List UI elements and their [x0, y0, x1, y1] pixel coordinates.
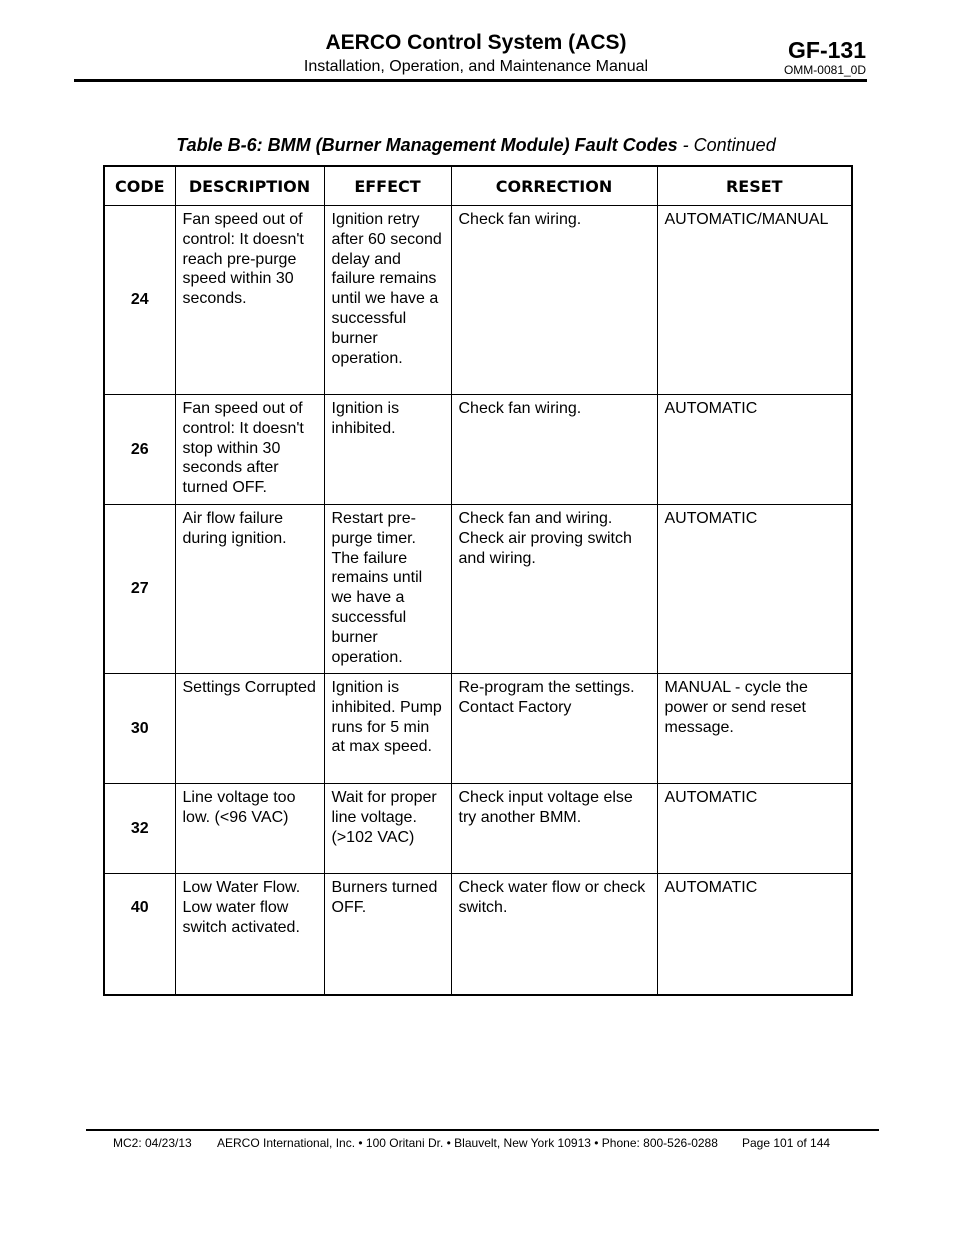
- fault-code-cell: 30: [104, 674, 175, 784]
- column-header-correction: CORRECTION: [451, 166, 657, 206]
- table-row: [104, 784, 852, 874]
- header-divider: [74, 79, 867, 82]
- reset-cell: MANUAL - cycle the power or send reset message.: [657, 674, 852, 784]
- document-subtitle: Installation, Operation, and Maintenance Manual: [303, 58, 649, 75]
- correction-cell: Check fan and wiring. Check air proving switch and wiring.: [451, 505, 657, 674]
- correction-cell: Check fan wiring.: [451, 206, 657, 395]
- correction-cell: Check input voltage else try another BMM.: [451, 784, 657, 874]
- table-row: [104, 674, 852, 784]
- fault-code-cell: 26: [104, 395, 175, 505]
- description-cell: Air flow failure during ignition.: [175, 505, 324, 674]
- document-title: AERCO Control System (ACS): [325, 31, 627, 54]
- table-row: [104, 874, 852, 995]
- reset-cell: AUTOMATIC/MANUAL: [657, 206, 852, 395]
- table-row: [104, 206, 852, 395]
- table-header-row: [104, 166, 852, 206]
- table-caption: [74, 134, 878, 156]
- fault-codes-table: [103, 165, 853, 996]
- fault-code-cell: 40: [104, 874, 175, 995]
- footer-revision: MC2: 04/23/13: [113, 1136, 192, 1150]
- description-cell: Fan speed out of control: It doesn't reach pre-purge speed within 30 seconds.: [175, 206, 324, 395]
- reset-cell: AUTOMATIC: [657, 784, 852, 874]
- effect-cell: Ignition is inhibited. Pump runs for 5 min at max speed.: [324, 674, 451, 784]
- reset-cell: AUTOMATIC: [657, 505, 852, 674]
- fault-code-cell: 32: [104, 784, 175, 874]
- fault-code-cell: 27: [104, 505, 175, 674]
- correction-cell: Re-program the settings. Contact Factory: [451, 674, 657, 784]
- effect-cell: Restart pre-purge timer. The failure remains until we have a successful burner operation.: [324, 505, 451, 674]
- footer-company-address: AERCO International, Inc. • 100 Oritani Dr. • Blauvelt, New York 10913 • Phone: 800-526-0288: [217, 1136, 718, 1150]
- effect-cell: Wait for proper line voltage. (>102 VAC): [324, 784, 451, 874]
- description-cell: Fan speed out of control: It doesn't stop within 30 seconds after turned OFF.: [175, 395, 324, 505]
- table-row: [104, 505, 852, 674]
- column-header-reset: RESET: [657, 166, 852, 206]
- table-caption-continued: - Continued: [677, 135, 776, 155]
- fault-code-cell: 24: [104, 206, 175, 395]
- reset-cell: AUTOMATIC: [657, 395, 852, 505]
- description-cell: Low Water Flow. Low water flow switch activated.: [175, 874, 324, 995]
- description-cell: Settings Corrupted: [175, 674, 324, 784]
- description-cell: Line voltage too low. (<96 VAC): [175, 784, 324, 874]
- effect-cell: Ignition retry after 60 second delay and failure remains until we have a successful burner operation.: [324, 206, 451, 395]
- column-header-effect: EFFECT: [324, 166, 451, 206]
- page-header: [74, 30, 866, 80]
- footer-page-number: Page 101 of 144: [742, 1136, 831, 1150]
- correction-cell: Check water flow or check switch.: [451, 874, 657, 995]
- correction-cell: Check fan wiring.: [451, 395, 657, 505]
- effect-cell: Burners turned OFF.: [324, 874, 451, 995]
- reset-cell: AUTOMATIC: [657, 874, 852, 995]
- column-header-description: DESCRIPTION: [175, 166, 324, 206]
- document-code: GF-131: [788, 37, 866, 63]
- footer-divider: [86, 1129, 879, 1131]
- effect-cell: Ignition is inhibited.: [324, 395, 451, 505]
- document-number: OMM-0081_0D: [783, 63, 866, 77]
- table-caption-title: Table B-6: BMM (Burner Management Module) Fault Codes: [176, 135, 678, 155]
- table-row: [104, 395, 852, 505]
- column-header-code: CODE: [104, 166, 175, 206]
